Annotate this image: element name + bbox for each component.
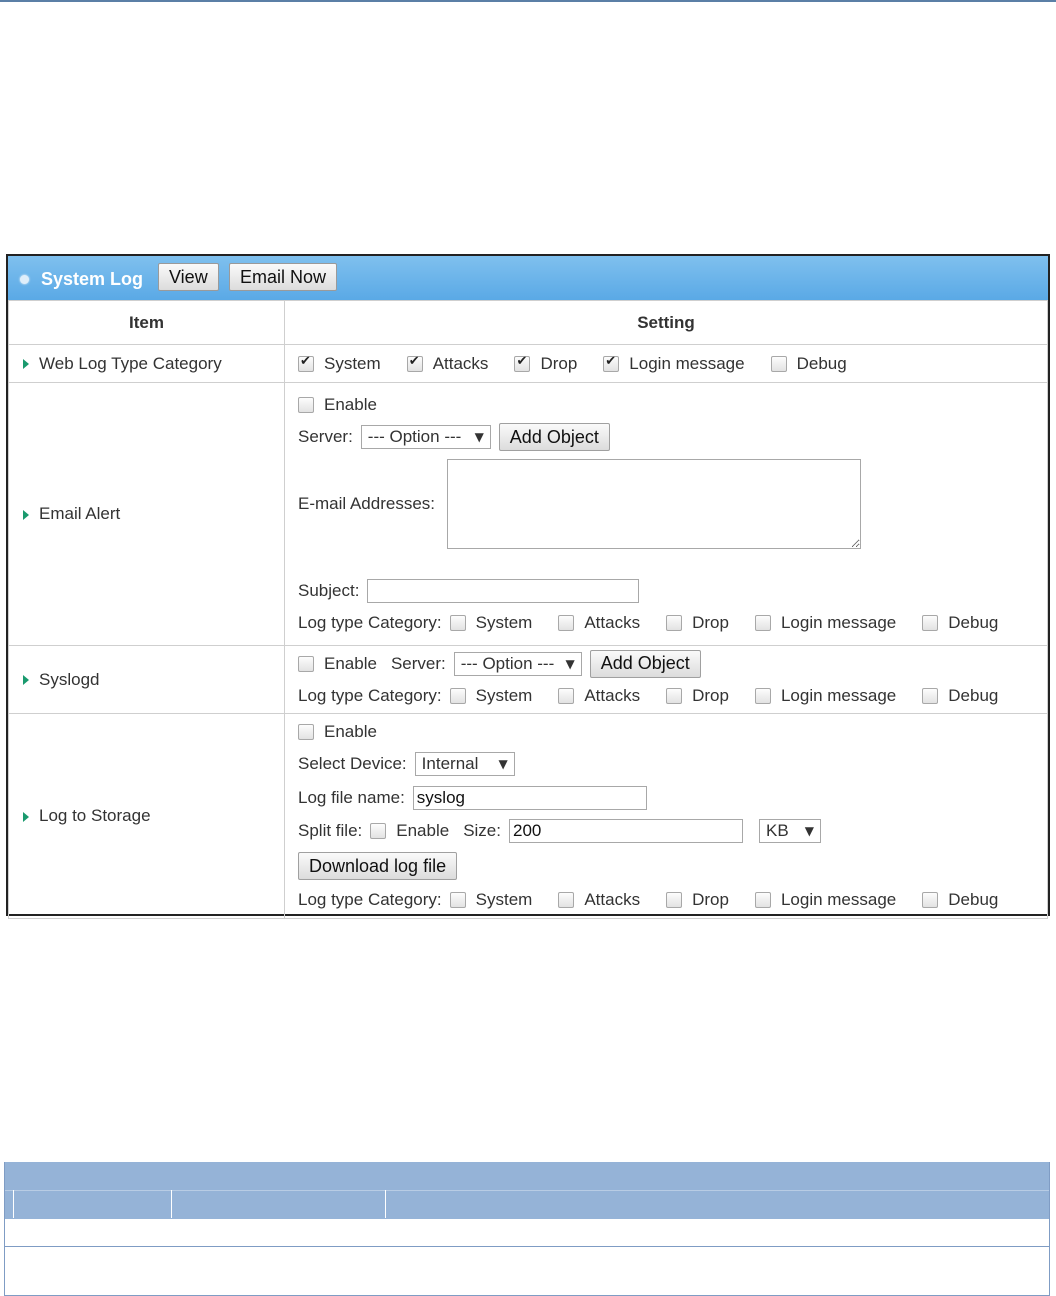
storage-category-option [558, 890, 640, 910]
setting-email-alert [285, 383, 1048, 646]
view-button[interactable]: View [158, 263, 219, 291]
device-select[interactable] [415, 752, 515, 776]
syslogd-category-checkbox[interactable] [922, 688, 938, 704]
panel-title-text: System Log [41, 268, 144, 289]
web-log-option [771, 354, 847, 374]
email-category-label: Log type Category: [298, 613, 442, 632]
panel-title [20, 268, 143, 290]
item-label: Log to Storage [39, 806, 151, 825]
download-log-button[interactable]: Download log file [298, 852, 457, 880]
chevron-down-icon: ▼ [804, 824, 814, 838]
setting-web-log [285, 345, 1048, 383]
system-log-panel [6, 254, 1050, 916]
item-web-log [9, 345, 285, 383]
syslogd-add-object-button[interactable]: Add Object [590, 650, 701, 678]
column-header-item: Item [9, 301, 285, 345]
email-server-select[interactable] [361, 425, 491, 449]
item-label: Email Alert [39, 504, 121, 523]
size-label: Size: [463, 821, 501, 840]
email-subject-label: Subject: [298, 581, 360, 600]
storage-category-option-label: Drop [692, 890, 729, 909]
web-log-options [298, 348, 1047, 380]
email_alert-category-checkbox[interactable] [922, 615, 938, 631]
filename-label: Log file name: [298, 788, 405, 807]
item-syslogd [9, 646, 285, 714]
storage-category-option-label: Attacks [584, 890, 641, 909]
email_alert-category-option-label: System [475, 613, 533, 632]
syslogd-server-label: Server: [390, 653, 446, 673]
storage-category-checkbox[interactable] [558, 892, 574, 908]
email-category-options [450, 613, 1025, 633]
filename-input[interactable]: syslog [413, 786, 647, 810]
email_alert-category-option-label: Attacks [584, 613, 641, 632]
storage-category-option [922, 890, 998, 910]
syslogd-server-select[interactable] [454, 652, 582, 676]
syslogd-category-row [298, 680, 1047, 712]
email-add-object-button[interactable]: Add Object [499, 423, 610, 451]
bottom-table [4, 1162, 1050, 1296]
email_alert-category-checkbox[interactable] [558, 615, 574, 631]
email_alert-category-checkbox[interactable] [450, 615, 466, 631]
storage-enable-checkbox[interactable] [298, 724, 314, 740]
web-log-option-label: Attacks [432, 353, 489, 373]
email-subject-input[interactable] [367, 579, 639, 603]
email-server-label: Server: [298, 427, 353, 446]
email_alert-category-option [666, 613, 729, 633]
chevron-down-icon: ▼ [474, 430, 484, 444]
unit-value: KB [765, 821, 789, 840]
email-enable-label: Enable [324, 395, 377, 414]
column-divider [171, 1190, 172, 1218]
email_alert-category-checkbox[interactable] [666, 615, 682, 631]
setting-syslogd [285, 646, 1048, 714]
syslogd-category-checkbox[interactable] [666, 688, 682, 704]
email-addresses-textarea[interactable] [447, 459, 861, 549]
arrow-right-icon [23, 675, 29, 685]
item-log-storage [9, 714, 285, 919]
storage-category-option [755, 890, 896, 910]
storage-enable-label: Enable [324, 722, 377, 741]
syslogd-category-option [558, 686, 640, 706]
web-log-checkbox[interactable] [514, 356, 530, 372]
web-log-option [407, 354, 489, 374]
item-email-alert [9, 383, 285, 646]
syslogd-category-option [755, 686, 896, 706]
email_alert-category-option-label: Debug [948, 613, 999, 632]
web-log-option-label: System [324, 353, 381, 373]
web-log-checkbox[interactable] [407, 356, 423, 372]
web-log-option [298, 354, 381, 374]
web-log-option [514, 354, 577, 374]
web-log-option-label: Debug [796, 353, 847, 373]
web-log-checkbox[interactable] [771, 356, 787, 372]
arrow-right-icon [23, 510, 29, 520]
chevron-down-icon: ▼ [565, 656, 575, 671]
web-log-checkbox[interactable] [298, 356, 314, 372]
device-label: Select Device: [298, 754, 407, 773]
web-log-option-label: Login message [629, 353, 745, 373]
device-value: Internal [421, 754, 479, 773]
syslogd-category-checkbox[interactable] [755, 688, 771, 704]
syslogd-enable-checkbox[interactable] [298, 656, 314, 672]
setting-log-storage [285, 714, 1048, 919]
syslogd-category-option [666, 686, 729, 706]
syslogd-category-option-label: Login message [780, 685, 897, 705]
storage-category-checkbox[interactable] [666, 892, 682, 908]
email_alert-category-option [755, 613, 896, 633]
storage-category-option [450, 890, 533, 910]
table-row [5, 1246, 1049, 1296]
arrow-right-icon [23, 359, 29, 369]
column-divider [385, 1190, 386, 1218]
storage-category-options [450, 890, 1025, 910]
unit-select[interactable] [759, 819, 821, 843]
syslogd-category-option [922, 686, 998, 706]
syslogd-category-options [450, 686, 1025, 706]
bullet-icon [20, 275, 29, 284]
syslogd-category-checkbox[interactable] [450, 688, 466, 704]
web-log-option [603, 354, 744, 374]
column-header-setting: Setting [285, 301, 1048, 345]
syslogd-enable-label: Enable [324, 653, 377, 673]
syslogd-category-checkbox[interactable] [558, 688, 574, 704]
email-server-value: --- Option --- [367, 427, 462, 446]
storage-category-label: Log type Category: [298, 890, 442, 909]
email-category-row [298, 608, 1047, 638]
bottom-table-subheader [5, 1190, 1049, 1219]
email_alert-category-option [558, 613, 640, 633]
column-divider [13, 1190, 14, 1218]
syslogd-category-option-label: Attacks [584, 685, 641, 705]
syslogd-category-option [450, 686, 533, 706]
email-now-button[interactable]: Email Now [229, 263, 337, 291]
panel-header [8, 256, 1048, 300]
syslogd-category-option-label: System [475, 685, 533, 705]
syslogd-category-option-label: Drop [692, 685, 729, 705]
split-enable-checkbox[interactable] [370, 823, 386, 839]
storage-category-checkbox[interactable] [755, 892, 771, 908]
settings-table [8, 300, 1048, 919]
split-enable-label: Enable [396, 821, 450, 840]
table-row [5, 1218, 1049, 1247]
item-label: Syslogd [39, 669, 100, 689]
storage-category-option-label: System [475, 890, 533, 909]
syslogd-category-label: Log type Category: [298, 685, 442, 705]
syslogd-category-option-label: Debug [948, 685, 999, 705]
email-enable-checkbox[interactable] [298, 397, 314, 413]
item-label: Web Log Type Category [39, 353, 222, 373]
web-log-option-label: Drop [540, 353, 578, 373]
email_alert-category-option-label: Login message [780, 613, 897, 632]
syslogd-server-value: --- Option --- [460, 653, 555, 673]
email_alert-category-option [922, 613, 998, 633]
arrow-right-icon [23, 812, 29, 822]
row-syslogd [9, 646, 1048, 714]
top-rule [0, 0, 1056, 2]
storage-category-option-label: Debug [948, 890, 999, 909]
row-email-alert [9, 383, 1048, 646]
email_alert-category-checkbox[interactable] [755, 615, 771, 631]
storage-category-checkbox[interactable] [450, 892, 466, 908]
bottom-table-header [5, 1162, 1049, 1190]
email-addresses-label: E-mail Addresses: [298, 494, 435, 513]
email_alert-category-option-label: Drop [692, 613, 729, 632]
storage-category-checkbox[interactable] [922, 892, 938, 908]
split-label: Split file: [298, 821, 363, 840]
email_alert-category-option [450, 613, 533, 633]
chevron-down-icon: ▼ [498, 757, 508, 771]
size-input[interactable]: 200 [509, 819, 743, 843]
row-log-storage [9, 714, 1048, 919]
web-log-checkbox[interactable] [603, 356, 619, 372]
storage-category-row [298, 885, 1047, 915]
row-web-log [9, 345, 1048, 383]
storage-category-option-label: Login message [780, 890, 897, 909]
storage-category-option [666, 890, 729, 910]
